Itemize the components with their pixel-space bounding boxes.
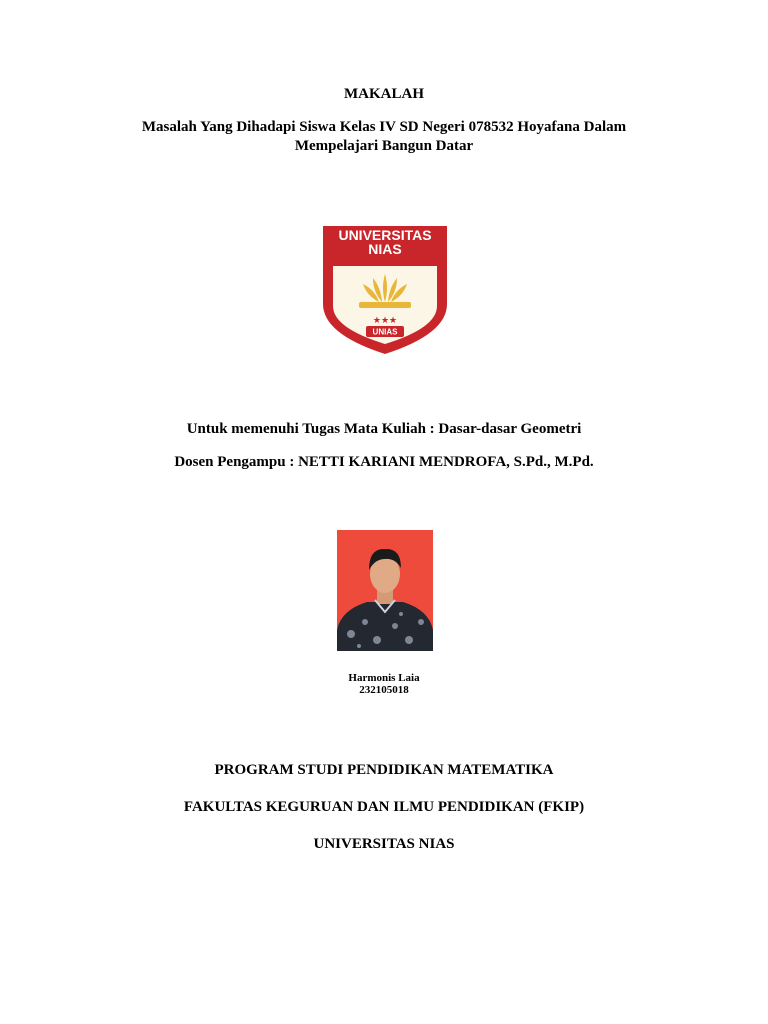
logo-ribbon-text: UNIAS bbox=[372, 327, 398, 337]
logo-text-universitas: UNIVERSITAS bbox=[338, 227, 432, 243]
document-type: MAKALAH bbox=[344, 86, 424, 102]
lecturer-line: Dosen Pengampu : NETTI KARIANI MENDROFA, S.Pd., M.Pd. bbox=[174, 454, 594, 470]
student-id: 232105018 bbox=[359, 684, 409, 696]
logo-text-nias: NIAS bbox=[368, 241, 402, 257]
faculty-name: FAKULTAS KEGURUAN DAN ILMU PENDIDIKAN (FKIP) bbox=[183, 799, 585, 815]
assignment-purpose: Untuk memenuhi Tugas Mata Kuliah : Dasar-dasar Geometri bbox=[186, 421, 582, 437]
student-name: Harmonis Laia bbox=[348, 672, 420, 684]
student-photo bbox=[337, 530, 433, 651]
study-program: PROGRAM STUDI PENDIDIKAN MATEMATIKA bbox=[214, 762, 554, 778]
paper-title bbox=[0, 118, 768, 156]
logo-stars: ★★★ bbox=[372, 316, 398, 326]
university-logo bbox=[319, 222, 451, 356]
university-name: UNIVERSITAS NIAS bbox=[313, 836, 455, 852]
paper-title-line-2: Mempelajari Bangun Datar bbox=[294, 138, 474, 154]
paper-title-line-1: Masalah Yang Dihadapi Siswa Kelas IV SD Negeri 078532 Hoyafana Dalam bbox=[141, 119, 627, 135]
